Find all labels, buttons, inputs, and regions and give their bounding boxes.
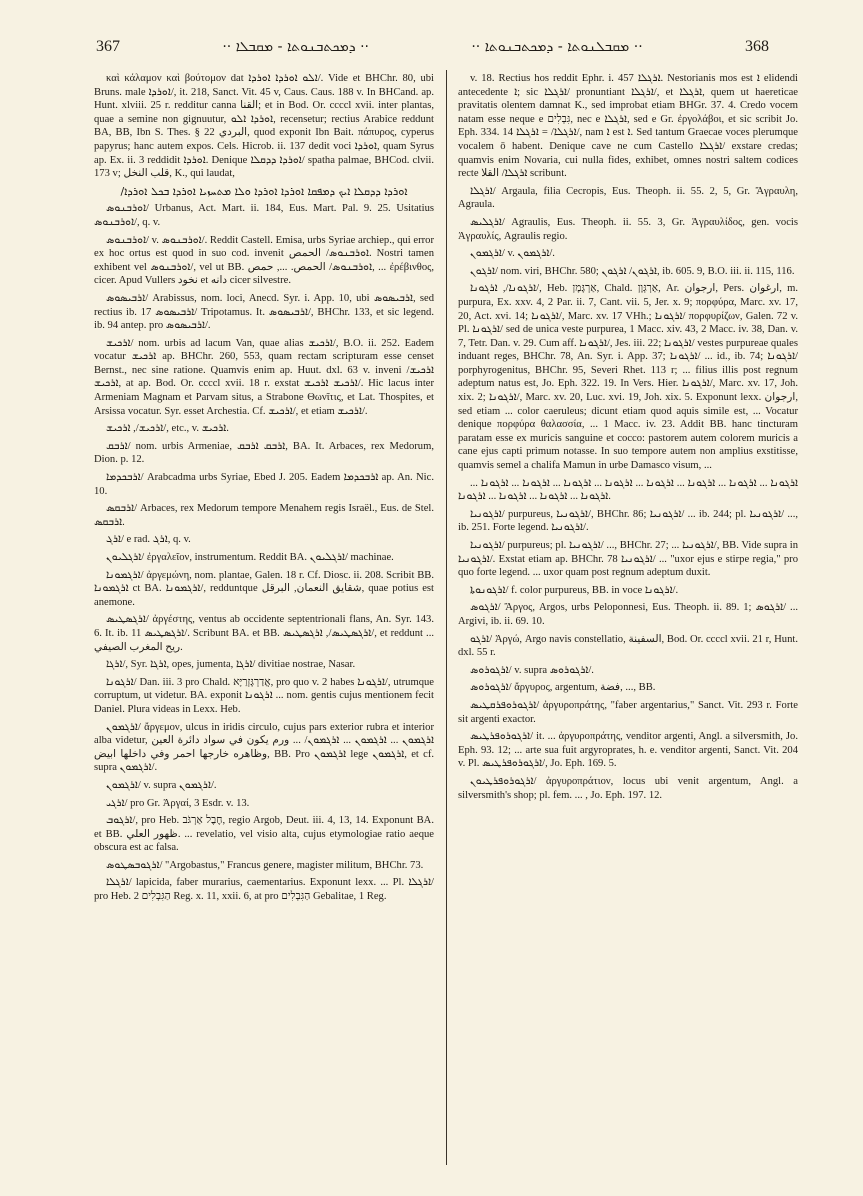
dictionary-entry: ܐܪܓܘܪܘܦܪܩܛܝܣ/ ἀργυροπράτης, "faber argentarius," Sanct. Vit. 293 r. Forte sit argenti exactor.	[458, 699, 798, 725]
dictionary-entry: ܐܪܓܘܪܘܦܪܛܝܣ/ it. ... ἀργυροπράτης, venditor argenti, Angl. a silversmith, Jo. Eph. 93. 12; ... arte sua fuit argyroprates, h. e. venditor argenti, Sanct. Vit. 204 v. Pl. ܐܪܓܘܪܘܦܪܛܝܣ/, Jo. Eph. 169. 5.	[458, 731, 798, 770]
dictionary-entry: ܐܪܒܩܣ/ Arbaces, rex Medorum tempore Menahem regis Israël., Eus. de Stel. ܐܪܒܩܣ.	[94, 503, 434, 528]
dictionary-entry: ܐܪܓܘܪܘܦܪܛܝܘܢ/ ἀργυροπράτιον, locus ubi venit argentum, Angl. a silversmith's shop; pl. fem. ... , Jo. Eph. 197. 12.	[458, 775, 798, 801]
dictionary-entry: ܐܪܓ/ e rad. ܐܪܓ, q. v.	[106, 534, 191, 546]
dictionary-entry: ܐܪܟܝܫ/, ܐܪܟܝܫ/, etc., v. ܐܪܟܝܫ.	[106, 423, 229, 435]
dictionary-entry: ܐܘܪܒܢܘܣ/ v. ܐܘܪܒܢܘܣ/. Reddit Castell. Emisa, urbs Syriae archiep., qui error ex hoc ortus est quod in suo cod. invenit ܐܘܪܒܢܘܣ/ الحمص. Nostri tamen exhibent vel ܐܘܪܒܢܘܣ/, vel ut BB. ܐܘܪܒܢܘܣ/ الحمص. ..., حمص, ... ἐρέβινθος, cicer. Apud Vullers نخود et دانه cicer silvestre.	[94, 234, 434, 287]
right-running-title: ·· ܡܩܒܠܢܘܬܐ - ܕܡܟܬܒܢܘܬܐ ··	[471, 39, 643, 55]
dictionary-entry: v. 18. Rectius hos reddit Ephr. i. 457 ܐܪܓܠܐ. Nestorianis mos est ܐ elidendi antecedente ܐ; sic ܐܪܓܠܐ/ pronuntiant ܐܪܓܠܐ/, et ܐܪܓܠܐ, quem ut haereticae pravitatis olentem damnat K., sed improbat etiam BHGr. 37. 4. Credo vocem natam esse neque e גִּבְלִים, nec e ܐܪܓܠܐ, sed e Gr. ἐργολάβοι, et sic scribit Jo. Eph. 334. 14 ܐܪܓܠܐ/ = ܐܪܓܠܐ/, nam ܐ est ܐ. Sed tantum Graecae voces plerumque vocalem ō habent. Denique cave ne cum Castello ܐܪܓܠܐ/ exstare credas; quamvis enim Novaria, cui nulla fides, exhibet, omnes nostri saltem codices recte ܐܪܓܠܐ/ القلا scribunt.	[458, 73, 798, 180]
dictionary-entry: ܐܘܪܒܢܘܣ/ Urbanus, Act. Mart. ii. 184, Eus. Mart. Pal. 9. 25. Usitatius ܐܘܪܒܢܘܣ/, q. v.	[94, 203, 434, 228]
dictionary-entry: ܐܪܓܘܢ/ nom. viri, BHChr. 580; ܐܪܓܘܢ/ ܐܪܓܘܢ, ib. 605. 9, B.O. iii. ii. 115, 116.	[470, 265, 795, 277]
dictionary-entry: ܐܪܓܡܘܢ/ ἄργεμον, ulcus in iridis circulo, cujus pars exterior rubra et interior alba videtur, ܐܪܓܡܘܢ ... ܐܪܓܡܘܢ ... ܐܪܓܡܘܢ/ ... ورم يكون في سواد دائرة العين وظاهره خارجها احمر وفي داخلها ابيض, BB. Pro ܐܪܓܡܘܢ lege ܐܪܓܡܘܢ, et cf. supra ܐܪܓܡܘܢ/.	[94, 721, 434, 774]
dictionary-entry: ܐܪܓܝ/ pro Gr. Ἀργαί, 3 Esdr. v. 13.	[106, 797, 250, 809]
dictionary-entry: ܐܪܓܠܐ/ lapicida, faber murarius, caementarius. Exponunt lexx. ... Pl. ܐܪܓܠܐ/ pro Heb. הַגִּבְלִים 2 Reg. x. 11, xxii. 6, at pro הַגִּבְלִים Gebalitae, 1 Reg.	[94, 877, 434, 903]
left-running-title: ·· ܕܡܟܬܒܢܘܬܐ - ܡܩܒܠܐ ··	[222, 39, 369, 55]
dictionary-entry: ܐܪܓܐ/, Syr. ܐܪܓܐ, opes, jumenta, ܐܪܓܐ/ divitiae nostrae, Nasar.	[106, 659, 356, 671]
dictionary-entry: ܐܪܓܠܝܣ/ Agraulis, Eus. Theoph. ii. 55. 3, Gr. Ἀγραυλίδος, gen. vocis Ἀγραυλίς, Agraulis regio.	[458, 216, 798, 242]
dictionary-entry: ܐܪܓܣܛܝܣ/ ἀργέστης, ventus ab occidente septentrionali flans, An. Syr. 143. 6. It. ib. 11 ܐܪܓܣܛܝܣ/. Scribunt BA. et BB. ܐܪܓܣܛܝܣ/, ܐܪܓܣܛܝܣ/, et reddunt ... ريح المغرب الصيفي.	[94, 614, 434, 653]
dictionary-entry: ܐܪܓܡܘܢ/ v. ܐܪܓܡܘܢ/.	[470, 248, 555, 260]
dictionary-entry: ܐܪܓܘܢܘܬܐ/ f. color purpureus, BB. in voce ܐܪܓܘܢܐ/.	[470, 584, 679, 596]
dictionary-entry: ܐܪܓܘܢܐ ... ܐܪܓܘܢܐ ... ܐܪܓܘܢܐ ... ܐܪܓܘܢܐ ... ܐܪܓܘܢܐ ... ܐܪܓܘܢܐ ... ܐܪܓܘܢܐ ... ܐܪܓܘܢܐ ... ܐܪܓܘܢܐ ... ܐܪܓܘܢܐ ... ܐܪܓܘܢܐ ... ܐܪܓܘܢܐ.	[458, 477, 798, 503]
dictionary-entry: ܐܪܟܝܫ/ nom. urbis ad lacum Van, quae alias ܐܪܟܝܫ/, B.O. ii. 252. Eadem vocatur ܐܪܟܝܫ ap. BHChr. 260, 553, quam rectam scripturam esse censet Bernst., nec sine ratione. Quamvis enim ap. Huut. dxl. 63 v. inveni ܐܪܟܝܫ/ ܐܪܟܝܫ, at ap. Bod. Or. ccccl xvii. 18 r. exstat ܐܪܟܝܫ ܐܪܟܝܫ/. Hic lacus inter Armeniam Magnam et Parvam situs, a Strabone Θωνῖτις, et Lat. Thospites, et Arsissa vocatur. Syr. esset Archestia. Cf. ܐܪܟܝܫ/, et etiam ܐܪܟܝܫ/.	[94, 337, 434, 417]
dictionary-entry: ܐܪܓܘܢܐ/ Dan. iii. 3 pro Chald. אֲדַרְגָּזְרַיָּא, pro quo v. 2 habes ܐܪܓܘܢܐ/, utrumque corruptum, ut videtur. BA. exponit ܐܪܓܘܢܐ ... nom. gentis cujus mentionem fecit Daniel. Plura videas in Lexx. Heb.	[94, 676, 434, 715]
dictionary-entry: ܐܪܓܡܘܢܐ/ ἀργεμώνη, nom. plantae, Galen. 18 r. Cf. Diosc. ii. 208. Scribit BB. ܐܪܓܡܘܢܐ ct BA. ܐܪܓܡܘܢܐ/, redduntque شقايق النعمان, البرقل, quae potius est anemone.	[94, 569, 434, 608]
dictionary-entry: ܐܪܓܠܝܘܢ/ ἐργαλεῖον, instrumentum. Reddit BA. ܐܪܓܠܝܘܢ/ machinae.	[106, 552, 394, 563]
page-header	[96, 34, 769, 60]
dictionary-entry: ܐܪܓܘܒ/, pro Heb. חֶבֶל אַרְגֹּב, regio Argob, Deut. iii. 4, 13, 14. Exponunt BA. et BB. ظهور العلي. ... revelatio, vel visio alta, cujus etymologiae ratio aeque obscura est ac falsa.	[94, 815, 434, 854]
dictionary-entry: καὶ κάλαμον καὶ βούτομον dat ܐܠܘ ܐܘܪܕܐ ܐܘܪܕܐ/. Vide et BHChr. 80, ubi Bruns. male ܐܘܪܕܐ/, it. 218, Sanct. Vit. 45 v, Caus. Caus. 188 v. In BHCand. ap. Hunt. xlviii. 25 r. redditur canna القنا; et in Bod. Or. ccccl xvii. inter plantas, quae a semine non gignuutur, ܐܘܪܕܐ ܐܠܘ, recensetur; rectius Arabice reddunt BA, BB, Ibn S. Thes. § 22 البردي, quod exponit Ibn Bait. πάπυρος, cyperus papyrus; hanc autem expos. Cels. Hicrob. ii. 137 dedit voci ܐܘܪܕܐ, quam Syrus ap. Ex. ii. 3 reddidit ܐܘܪܕܐ. Denique ܐܘܪܕܐ ܕܕܩܠܐ/ spatha palmae, BHCod. clvii. 173 v; قلب النخل, K., qui laudat,	[94, 73, 434, 180]
right-column	[458, 72, 798, 1172]
left-page-number: 367	[96, 38, 120, 55]
dictionary-entry: ܐܪܓܘܢܝܐ/ purpureus, ܐܪܓܘܢܝܐ/, BHChr. 86; ܐܪܓܘܢܝܐ/ ... ib. 244; pl. ܐܪܓܘܢܝܐ/ ..., ib. 251. Forte legend. ܐܪܓܘܢܝܐ/.	[458, 508, 798, 534]
dictionary-entry: ܐܪܒܟܕܡܐ/ Arabcadma urbs Syriae, Ebed J. 205. Eadem ܐܪܒܟܕܡܐ ap. An. Nic. 10.	[94, 472, 434, 497]
dictionary-entry: ܐܪܓܡܘܢ/ v. supra ܐܪܓܡܘܢ/.	[106, 779, 217, 791]
dictionary-entry: ܐܪܓܘܪܘܣ/ ἄργυρος, argentum, فضة, ..., BB.	[470, 682, 656, 694]
dictionary-entry: ܐܪܓܘܢܝܐ/ purpureus; pl. ܐܪܓܘܢܝܐ/ ..., BHChr. 27; ... ܐܪܓܘܢܝܐ/, BB. Vide supra in ܐܪܓܘܢܝܐ/. Exstat etiam ap. BHChr. 78 ܐܪܓܘܢܝܐ/ ... "uxor ejus e stirpe regia," pro quo forte legend. ... uxor quam post regnum adeptum duxit.	[458, 540, 798, 579]
column-divider	[446, 70, 447, 1165]
right-page-number: 368	[745, 38, 769, 55]
dictionary-entry: ܐܪܓܘܢܐ/, ܐܪܓܘܢܐ/, Heb. אַרְגָּמָן, Chald. אַרְגְּוָן, Ar. ارجوان, Pers. ارغوان, m. purpura, Ex. xxv. 4, 2 Par. ii. 7, Cant. vii. 5, Jer. x. 9; πορφύρα, Marc. xv. 17, 20, Act. xvi. 14; ܐܪܓܘܢܐ/, Marc. xv. 17 VHh.; ܐܪܓܘܢܐ/ πορφυρίζων, Galen. 72 v. Pl. ܐܪܓܘܢܐ/ sed de unica veste purpurea, 1 Macc. xiv. 43, 2 Macc. iv. 38, Dan. v. 7, Tetr. Dan. v. 29. Cum aff. ܐܪܓܘܢܐ/, Jes. iii. 22; ܐܪܓܘܢܐ/ vestes purpureae quales induant reges, BHChr. 78, An. Syr. i. App. 37; ܐܪܓܘܢܐ/ ... id., ib. 74; ܐܪܓܘܢܐ/ porphyrogenitus, BHChr. 95, Severi Rhet. 113 r; ... filius illis post regnum adeptum natus est, Jo. Eph. 322. 19. In Vers. Hier. ܐܪܓܘܢܐ/, Marc. xv. 17, Joh. xix. 2; ܐܪܓܘܢܐ/, Marc. xv. 20, Luc. xvi. 19, Joh. xix. 5. Exponunt lexx. ارجوان, sed etiam ... color caeruleus; dicunt etiam quod aquis simile est, ... Vocatur denique πορφύρα θαλασσία, ... 1 Macc. iv. 23. Addit BB. hanc tincturam paratam esse ex muricis sanguine et cocco: pastorem autem colorem muricis a cane ejus capti primum notasse. In suo tempore autem non amplius exstitisse, quamvis semel a chalifa Mamun in urbe Damasco visum, ...	[458, 283, 798, 472]
dictionary-entry: ܐܪܓܘܣ/ Ἄργος, Argos, urbs Peloponnesi, Eus. Theoph. ii. 89. 1; ܐܪܓܘܣ/ ... Argivi, ib. ii. 69. 10.	[458, 602, 798, 627]
dictionary-entry: ܐܪܒܩ/ nom. urbis Armeniae, ܐܪܒܩ ܐܪܒܩ, BA. It. Arbaces, rex Medorum, Dion. p. 12.	[94, 440, 434, 466]
left-column	[94, 72, 434, 1172]
dictionary-entry: ܐܪܓܠܐ/ Argaula, filia Cecropis, Eus. Theoph. ii. 55. 2, 5, Gr. Ἄγραυλη, Agraula.	[458, 185, 798, 211]
dictionary-entry: ܐܪܓܘܒܣܛܘܣ/ "Argobastus," Francus genere, magister militum, BHChr. 73.	[106, 859, 424, 871]
dictionary-entry: ܐܪܓܘ/ Ἀργώ, Argo navis constellatio, السفينة, Bod. Or. ccccl xvii. 21 r, Hunt. dxl. 55 r.	[458, 633, 798, 659]
dictionary-entry: ܐܪܒܝܣܘܣ/ Arabissus, nom. loci, Anecd. Syr. i. App. 10, ubi ܐܪܒܝܣܘܣ, sed rectius ib. 17 ܐܪܒܝܣܘܣ/ Tripotamus. It. ܐܪܒܝܣܘܣ/, BHChr. 133, et sic legend. ib. 94 antep. pro ܐܪܒܝܣܘܣ/.	[94, 292, 434, 332]
dictionary-entry: ܐܪܓܘܪܘܣ/ v. supra ܐܪܓܘܪܘܣ/.	[470, 664, 594, 676]
dictionary-entry: ܐܘܪܕܐ ܕܕܩܠܐ ܐܝܟ ܕܡܦܩܐ ܐܘܪܕܐ ܐܘܪܕܐ ܘܠܐ ܡܬܚܙܝܐ ܐܘܪܕܐ ܒܟܠ ܐܘܪܕܐ/	[120, 184, 408, 198]
